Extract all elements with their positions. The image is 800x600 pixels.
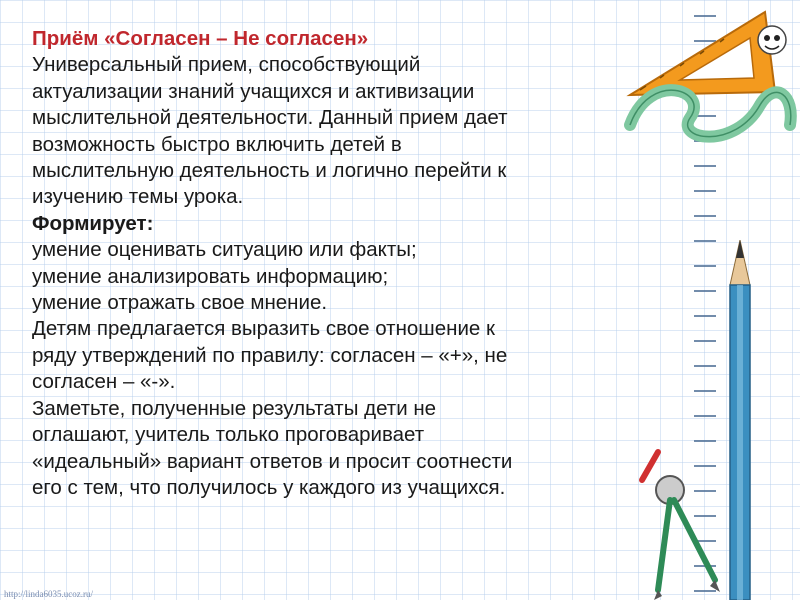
body-line: Универсальный прием, способствующий — [32, 53, 421, 77]
body-line: мыслительную деятельность и логично перейти к — [32, 159, 507, 183]
slide-title: Приём «Согласен – Не согласен» — [32, 27, 369, 50]
rule-line: согласен – «-». — [32, 370, 176, 394]
forms-item: умение оценивать ситуацию или факты; — [32, 238, 417, 262]
body-line: актуализации знаний учащихся и активизации — [32, 79, 475, 103]
rule-line: Детям предлагается выразить свое отношение к — [32, 317, 495, 341]
forms-item: умение анализировать информацию; — [32, 264, 389, 288]
body-line: изучению темы урока. — [32, 185, 244, 209]
body-line: возможность быстро включить детей в — [32, 132, 402, 156]
note-line: его с тем, что получилось у каждого из учащихся. — [32, 475, 506, 499]
compass-icon — [630, 440, 730, 600]
triangle-ruler-icon — [560, 0, 800, 150]
rule-line: ряду утверждений по правилу: согласен – «+», не — [32, 343, 508, 367]
note-line: оглашают, учитель только проговаривает — [32, 423, 425, 447]
watermark-url: http://linda6035.ucoz.ru/ — [4, 589, 93, 599]
note-line: «идеальный» вариант ответов и просит соотнести — [32, 449, 513, 473]
body-line: мыслительной деятельности. Данный прием дает — [32, 106, 508, 130]
forms-item: умение отражать свое мнение. — [32, 291, 328, 315]
forms-heading: Формирует: — [32, 211, 154, 235]
note-line: Заметьте, полученные результаты дети не — [32, 396, 437, 420]
